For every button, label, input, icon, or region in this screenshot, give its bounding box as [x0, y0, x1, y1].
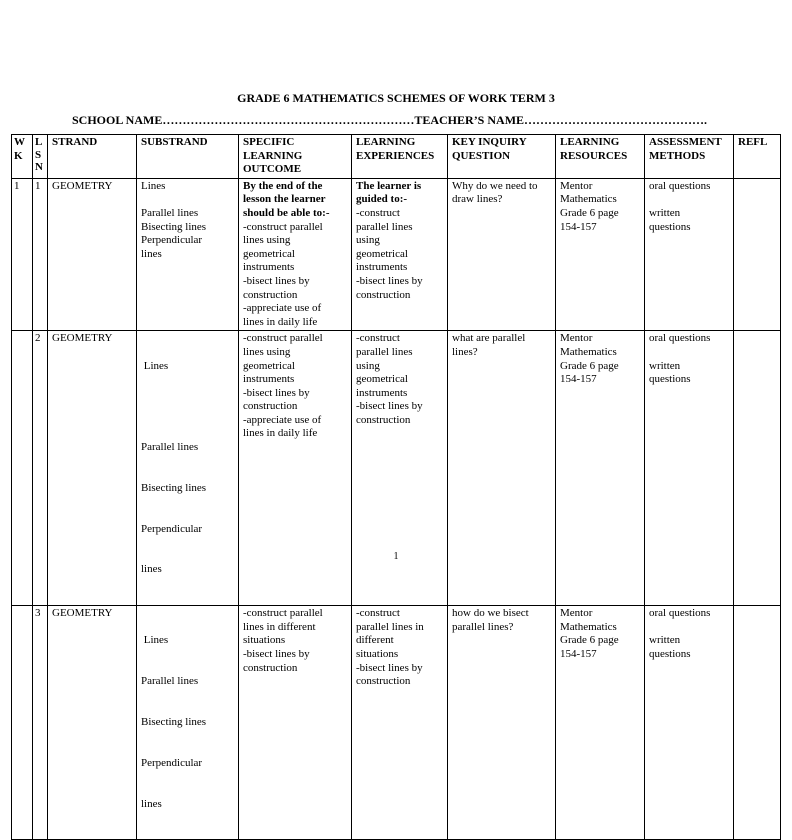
- cell-line: -construct: [356, 332, 400, 345]
- cell-line: how do we bisect: [452, 607, 529, 620]
- cell-line: geometrical: [243, 359, 295, 372]
- cell-substrand: [137, 606, 239, 840]
- cell-strand: GEOMETRY: [48, 606, 137, 840]
- header-line: LEARNING: [356, 136, 416, 148]
- cell-line: lines?: [452, 345, 478, 358]
- cell-substrand: [137, 178, 239, 331]
- cell-line: questions: [649, 373, 691, 386]
- cell-line: Mentor: [560, 607, 593, 620]
- cell-line: what are parallel: [452, 332, 526, 345]
- cell-line: parallel lines?: [452, 620, 514, 633]
- cell-line: geometrical: [356, 373, 408, 386]
- cell-reflection: [734, 606, 781, 840]
- header-line: OUTCOME: [243, 163, 302, 176]
- cell-line: -construct parallel: [243, 607, 323, 620]
- cell-line: situations: [243, 634, 286, 647]
- cell-line: should be able to:-: [243, 206, 330, 219]
- header-learning-resources: [556, 135, 645, 179]
- cell-line: draw lines?: [452, 193, 503, 206]
- cell-line: Lines: [141, 179, 166, 192]
- header-strand: STRAND: [48, 135, 137, 179]
- cell-line: -construct parallel: [243, 332, 323, 345]
- cell-assessment-methods: [645, 606, 734, 840]
- cell-line: written: [649, 634, 681, 647]
- cell-line: oral questions: [649, 332, 711, 345]
- cell-line: lines using: [243, 345, 291, 358]
- cell-line: The learner is: [356, 179, 422, 192]
- cell-line: lines: [141, 247, 162, 260]
- cell-specific-learning-outcome: [239, 331, 352, 606]
- cell-line: lines: [141, 797, 162, 810]
- cell-specific-learning-outcome: [239, 606, 352, 840]
- cell-line: instruments: [243, 261, 295, 274]
- cell-learning-experiences: [352, 331, 448, 606]
- cell-key-inquiry-question: [448, 606, 556, 840]
- cell-line: construction: [356, 413, 411, 426]
- cell-line: instruments: [356, 261, 408, 274]
- cell-line: parallel lines: [356, 345, 413, 358]
- header-learning-experiences: [352, 135, 448, 179]
- header-wk: [12, 135, 33, 179]
- header-reflection: REFL: [734, 135, 781, 179]
- cell-learning-resources: [556, 178, 645, 331]
- cell-line: Perpendicular: [141, 756, 203, 769]
- cell-week: [12, 331, 33, 606]
- cell-line: -bisect lines by: [356, 274, 423, 287]
- cell-line: lines in different: [243, 620, 316, 633]
- cell-strand: GEOMETRY: [48, 178, 137, 331]
- cell-line: 154-157: [560, 220, 597, 233]
- cell-line: Parallel lines: [141, 441, 199, 454]
- header-line: EXPERIENCES: [356, 149, 435, 162]
- cell-week: 1: [12, 178, 33, 331]
- cell-line: Parallel lines: [141, 675, 199, 688]
- cell-line: -construct parallel: [243, 220, 323, 233]
- cell-line: questions: [649, 220, 691, 233]
- cell-line: -bisect lines by: [356, 661, 423, 674]
- cell-line: lines: [141, 563, 162, 576]
- cell-strand: GEOMETRY: [48, 331, 137, 606]
- cell-line: Mentor: [560, 179, 593, 192]
- cell-key-inquiry-question: [448, 331, 556, 606]
- cell-line: lines in daily life: [243, 427, 318, 440]
- header-line: KEY INQUIRY: [452, 136, 527, 148]
- cell-line: construction: [243, 288, 298, 301]
- cell-line: Mathematics: [560, 620, 617, 633]
- header-row: [12, 135, 781, 179]
- scheme-table: [11, 134, 781, 840]
- cell-line: -bisect lines by: [356, 400, 423, 413]
- cell-line: Lines: [141, 359, 169, 372]
- header-line: LEARNING: [560, 136, 620, 148]
- header-lsn: [33, 135, 48, 179]
- cell-line: construction: [356, 288, 411, 301]
- cell-learning-experiences: [352, 606, 448, 840]
- cell-lesson: 3: [33, 606, 48, 840]
- cell-key-inquiry-question: [448, 178, 556, 331]
- cell-line: -appreciate use of: [243, 413, 322, 426]
- cell-line: -appreciate use of: [243, 302, 322, 315]
- cell-line: oral questions: [649, 179, 711, 192]
- cell-line: guided to:-: [356, 193, 408, 206]
- cell-line: Perpendicular: [141, 234, 203, 247]
- cell-line: geometrical: [356, 247, 408, 260]
- header-line: ASSESSMENT: [649, 136, 722, 148]
- cell-line: -bisect lines by: [243, 386, 310, 399]
- header-line: METHODS: [649, 149, 706, 162]
- document-title: GRADE 6 MATHEMATICS SCHEMES OF WORK TERM 3: [237, 91, 555, 105]
- header-wk-line: W: [14, 136, 25, 148]
- cell-lesson: 1: [33, 178, 48, 331]
- cell-line: Mathematics: [560, 193, 617, 206]
- school-teacher-line: SCHOOL NAME………………………………………………………TEACHER’S NAME……………………………………….: [72, 113, 708, 127]
- header-lsn-line: S: [35, 148, 42, 161]
- cell-line: Why do we need to: [452, 179, 538, 192]
- cell-reflection: [734, 178, 781, 331]
- cell-line: lesson the learner: [243, 193, 326, 206]
- cell-line: Mentor: [560, 332, 593, 345]
- cell-line: lines in daily life: [243, 315, 318, 328]
- header-wk-line: K: [14, 149, 23, 162]
- cell-line: construction: [243, 400, 298, 413]
- cell-reflection: [734, 331, 781, 606]
- cell-line: lines using: [243, 234, 291, 247]
- cell-specific-learning-outcome: [239, 178, 352, 331]
- cell-line: written: [649, 206, 681, 219]
- header-lsn-line: N: [35, 161, 43, 173]
- cell-line: By the end of the: [243, 179, 323, 192]
- cell-assessment-methods: [645, 178, 734, 331]
- header-line: SPECIFIC: [243, 136, 295, 148]
- cell-line: using: [356, 234, 380, 247]
- cell-line: Bisecting lines: [141, 715, 207, 728]
- page-number: 1: [393, 551, 399, 562]
- cell-line: Grade 6 page: [560, 206, 619, 219]
- header-line: QUESTION: [452, 149, 511, 162]
- cell-line: 154-157: [560, 373, 597, 386]
- header-line: LEARNING: [243, 149, 303, 162]
- cell-line: Lines: [141, 634, 169, 647]
- cell-lesson: 2: [33, 331, 48, 606]
- cell-line: Grade 6 page: [560, 359, 619, 372]
- header-assessment-methods: [645, 135, 734, 179]
- cell-line: parallel lines: [356, 220, 413, 233]
- cell-assessment-methods: [645, 331, 734, 606]
- header-specific-learning-outcome: [239, 135, 352, 179]
- cell-line: -construct: [356, 206, 400, 219]
- cell-line: oral questions: [649, 607, 711, 620]
- table-row: [12, 178, 781, 331]
- cell-line: -bisect lines by: [243, 274, 310, 287]
- cell-line: written: [649, 359, 681, 372]
- table-row: [12, 606, 781, 840]
- cell-substrand: [137, 331, 239, 606]
- cell-line: Grade 6 page: [560, 634, 619, 647]
- cell-line: instruments: [243, 373, 295, 386]
- cell-learning-resources: [556, 331, 645, 606]
- cell-line: Mathematics: [560, 345, 617, 358]
- cell-line: parallel lines in: [356, 620, 424, 633]
- cell-line: questions: [649, 647, 691, 660]
- cell-line: -construct: [356, 607, 400, 620]
- header-substrand: SUBSTRAND: [137, 135, 239, 179]
- cell-line: Bisecting lines: [141, 481, 207, 494]
- cell-learning-experiences: [352, 178, 448, 331]
- cell-line: geometrical: [243, 247, 295, 260]
- header-lsn-line: L: [35, 136, 43, 148]
- cell-learning-resources: [556, 606, 645, 840]
- cell-line: Parallel lines: [141, 206, 199, 219]
- cell-line: Perpendicular: [141, 522, 203, 535]
- header-line: RESOURCES: [560, 149, 628, 162]
- cell-line: construction: [356, 675, 411, 688]
- cell-line: instruments: [356, 386, 408, 399]
- cell-line: using: [356, 359, 380, 372]
- cell-week: [12, 606, 33, 840]
- cell-line: -bisect lines by: [243, 647, 310, 660]
- cell-line: different: [356, 634, 394, 647]
- header-key-inquiry-question: [448, 135, 556, 179]
- cell-line: 154-157: [560, 647, 597, 660]
- cell-line: situations: [356, 647, 399, 660]
- table-row: [12, 331, 781, 606]
- cell-line: Bisecting lines: [141, 220, 207, 233]
- cell-line: construction: [243, 661, 298, 674]
